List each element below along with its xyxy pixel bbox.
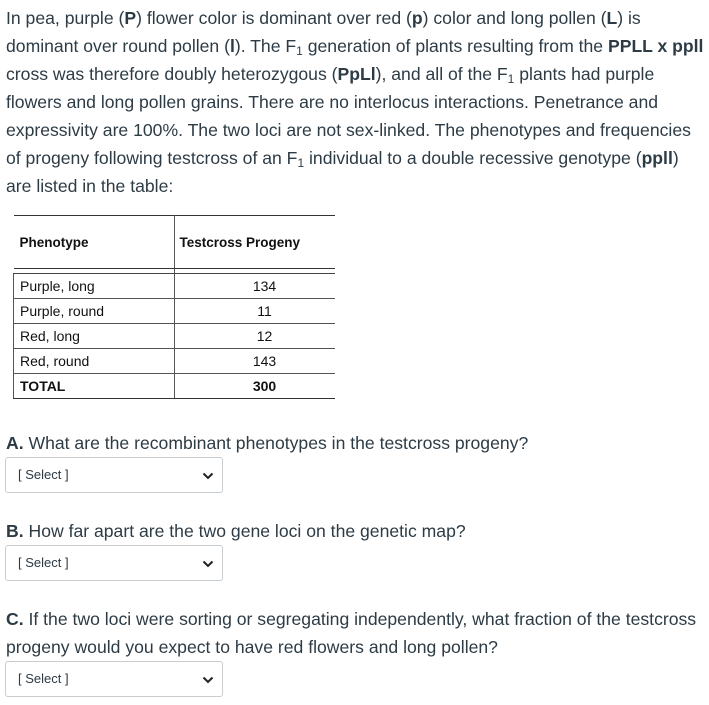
question-text: What are the recombinant phenotypes in the testcross progeny? <box>23 433 529 453</box>
question-letter: A. <box>6 433 24 453</box>
chevron-down-icon <box>202 676 214 684</box>
table-row <box>14 299 335 324</box>
recessive-genotype: ppll <box>641 148 673 168</box>
intro-text: ). The F <box>234 36 297 56</box>
intro-text: ) is dominant over round pollen ( <box>6 8 641 56</box>
allele-L: L <box>606 8 618 28</box>
phenotype-cell: Red, long <box>14 324 175 349</box>
question-letter: B. <box>6 521 24 541</box>
select-value: [ Select ] <box>18 555 69 570</box>
intro-text: ) are listed in the table: <box>6 148 679 196</box>
intro-text: individual to a double recessive genotype ( <box>304 148 642 168</box>
allele-l: l <box>229 36 235 56</box>
column-header-progeny: Testcross Progeny <box>174 216 335 269</box>
total-count: 300 <box>174 374 335 399</box>
subscript: 1 <box>507 72 515 86</box>
table-row <box>14 324 335 349</box>
phenotype-cell: Red, round <box>14 349 175 374</box>
count-cell: 143 <box>174 349 335 374</box>
total-label: TOTAL <box>14 374 175 399</box>
answer-b-select[interactable] <box>5 545 223 581</box>
question-c <box>6 605 706 661</box>
f1-genotype: PpLl <box>337 64 376 84</box>
subscript: 1 <box>297 156 305 170</box>
select-value: [ Select ] <box>18 467 69 482</box>
allele-P: P <box>124 8 137 28</box>
intro-text: ) flower color is dominant over red ( <box>136 8 412 28</box>
allele-p: p <box>411 8 423 28</box>
answer-c-select[interactable] <box>5 661 223 697</box>
answer-a-select[interactable] <box>5 457 223 493</box>
chevron-down-icon <box>202 560 214 568</box>
column-header-phenotype: Phenotype <box>14 216 175 269</box>
question-intro <box>6 4 706 200</box>
phenotype-cell: Purple, long <box>14 274 175 299</box>
intro-text: In pea, purple ( <box>6 8 125 28</box>
intro-text: ) color and long pollen ( <box>422 8 607 28</box>
question-a <box>6 429 706 457</box>
chevron-down-icon <box>202 472 214 480</box>
intro-text: plants had purple flowers and long pollen grains. There are no interlocus interactions. Penetrance and expressivity are 100%. The two loci are not sex-linked. The phenotypes and frequencies of progeny following testcross of an F <box>6 64 691 168</box>
intro-text: generation of plants resulting from the <box>302 36 608 56</box>
parental-cross: PPLL x ppll <box>607 36 704 56</box>
table-row <box>14 349 335 374</box>
question-b <box>6 517 706 545</box>
table-total-row <box>14 374 335 399</box>
progeny-table <box>13 215 335 399</box>
subscript: 1 <box>296 44 303 58</box>
intro-text: ), and all of the F <box>375 64 508 84</box>
select-value: [ Select ] <box>18 671 69 686</box>
intro-text: cross was therefore doubly heterozygous ( <box>6 64 338 84</box>
count-cell: 11 <box>174 299 335 324</box>
question-text: How far apart are the two gene loci on the genetic map? <box>23 521 466 541</box>
table-row <box>14 274 335 299</box>
count-cell: 134 <box>174 274 335 299</box>
count-cell: 12 <box>174 324 335 349</box>
question-letter: C. <box>6 609 24 629</box>
phenotype-cell: Purple, round <box>14 299 175 324</box>
question-text: If the two loci were sorting or segregating independently, what fraction of the testcross progeny would you expect to have red flowers and long pollen? <box>6 609 697 657</box>
